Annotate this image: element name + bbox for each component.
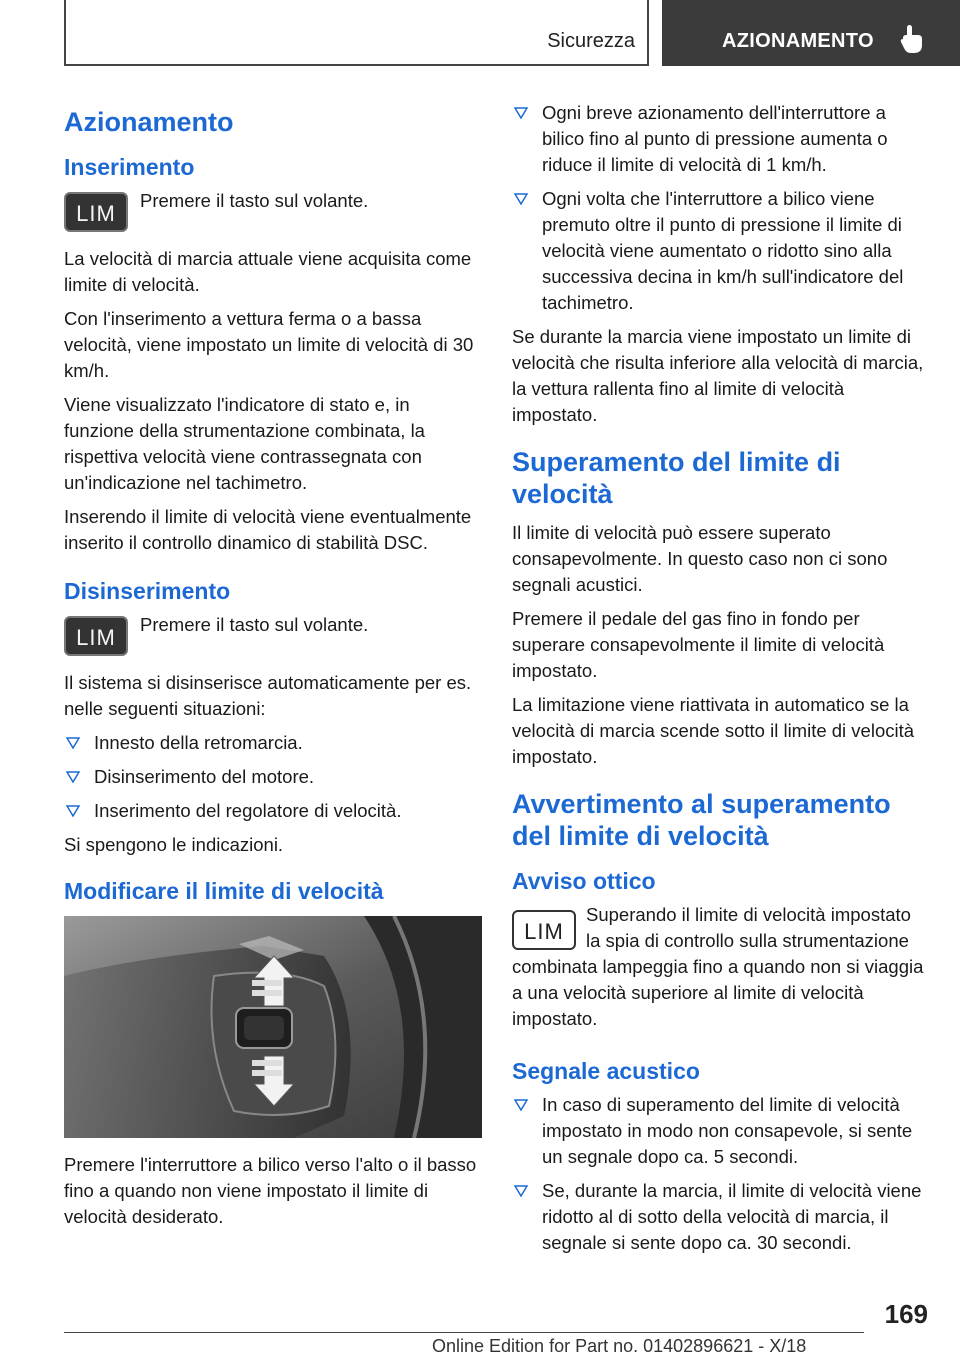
list-item: Se, durante la marcia, il limite di velocità viene ridotto al di sotto della velocità di marcia, il segnale si sente dopo ca. 30 secondi. [512,1178,928,1256]
paragraph: Se durante la marcia viene impostato un limite di velocità che risulta inferiore alla velocità di marcia, la vettura rallenta fino al limite di velocità impostato. [512,326,924,425]
disinserimento-list [64,730,482,824]
footer-rule [64,1332,864,1333]
left-column [64,100,482,1238]
paragraph: Inserendo il limite di velocità viene eventualmente inserito il controllo dinamico di stabilità DSC. [64,506,472,553]
header-chapter-title: AZIONAMENTO [722,30,874,52]
hand-pointer-icon [898,24,924,54]
avviso-ottico-block [512,902,928,1040]
steering-wheel-rocker-switch-image [64,916,482,1138]
triangle-bullet-icon [66,805,80,817]
paragraph: Superando il limite di velocità impostato la spia di controllo sulla strumentazione combinata lampeggia fino a quando non si viaggia a una velocità superiore al limite di velocità impostato. [512,904,924,1029]
segnale-list [512,1092,928,1256]
triangle-bullet-icon [514,107,528,119]
page-title: Azionamento [64,107,234,137]
paragraph: La limitazione viene riattivata in automatico se la velocità di marcia scende sotto il limite di velocità impostato. [512,694,915,767]
heading-disinserimento: Disinserimento [64,578,231,604]
footer-edition: Online Edition for Part no. 01402896621 - X/18 [432,1336,807,1356]
list-item: Disinserimento del motore. [64,764,482,790]
heading-superamento: Superamento del limite di velocità [512,447,841,509]
modificare-list [512,100,928,316]
list-item: Ogni volta che l'interruttore a bilico viene premuto oltre il punto di pressione il limite di velocità viene aumentato o ridotto sino alla successiva decina in km/h sull'indicatore del tachimetro. [512,186,928,316]
lim-indicator-icon: LIM [512,910,576,950]
paragraph: Il limite di velocità può essere superato consapevolmente. In questo caso non ci sono segnali acustici. [512,522,888,595]
page-number: 169 [884,1299,928,1329]
triangle-bullet-icon [66,771,80,783]
paragraph: Premere l'interruttore a bilico verso l'alto o il basso fino a quando non viene impostato il limite di velocità desiderato. [64,1154,477,1227]
right-column [512,100,928,1264]
paragraph: Con l'inserimento a vettura ferma o a bassa velocità, viene impostato un limite di velocità di 30 km/h. [64,308,474,381]
inserimento-press-text: Premere il tasto sul volante. [140,190,369,211]
header-rule-left [64,0,66,66]
paragraph: Si spengono le indicazioni. [64,834,284,855]
paragraph: Premere il pedale del gas fino in fondo per superare consapevolmente il limite di velocità impostato. [512,608,885,681]
paragraph: Il sistema si disinserisce automaticamente per es. nelle seguenti situazioni: [64,672,472,719]
page-header [0,0,960,66]
disinserimento-press-text: Premere il tasto sul volante. [140,614,369,635]
paragraph: Viene visualizzato l'indicatore di stato e, in funzione della strumentazione combinata, la rispettiva velocità viene contrassegnata con un'indicazione nel tachimetro. [64,394,425,493]
list-item: Innesto della retromarcia. [64,730,482,756]
header-chapter-tab [662,0,960,66]
paragraph: La velocità di marcia attuale viene acquisita come limite di velocità. [64,248,472,295]
heading-modificare: Modificare il limite di velocità [64,878,384,904]
list-item: Inserimento del regolatore di velocità. [64,798,482,824]
heading-avvertimento: Avvertimento al superamento del limite di velocità [512,789,891,851]
lim-button-icon: LIM [64,616,128,656]
heading-inserimento: Inserimento [64,154,195,180]
inserimento-instruction [64,188,482,238]
list-item: Ogni breve azionamento dell'interruttore a bilico fino al punto di pressione aumenta o riduce il limite di velocità di 1 km/h. [512,100,928,178]
lim-button-icon: LIM [64,192,128,232]
list-item: In caso di superamento del limite di velocità impostato in modo non consapevole, si sente un segnale dopo ca. 5 secondi. [512,1092,928,1170]
header-section-title: Sicurezza [547,30,635,52]
disinserimento-instruction [64,612,482,662]
header-rule-middle [647,0,649,66]
triangle-bullet-icon [514,1099,528,1111]
triangle-bullet-icon [514,1185,528,1197]
header-rule-bottom [64,64,649,66]
heading-avviso-ottico: Avviso ottico [512,868,656,894]
heading-segnale-acustico: Segnale acustico [512,1058,700,1084]
triangle-bullet-icon [66,737,80,749]
triangle-bullet-icon [514,193,528,205]
